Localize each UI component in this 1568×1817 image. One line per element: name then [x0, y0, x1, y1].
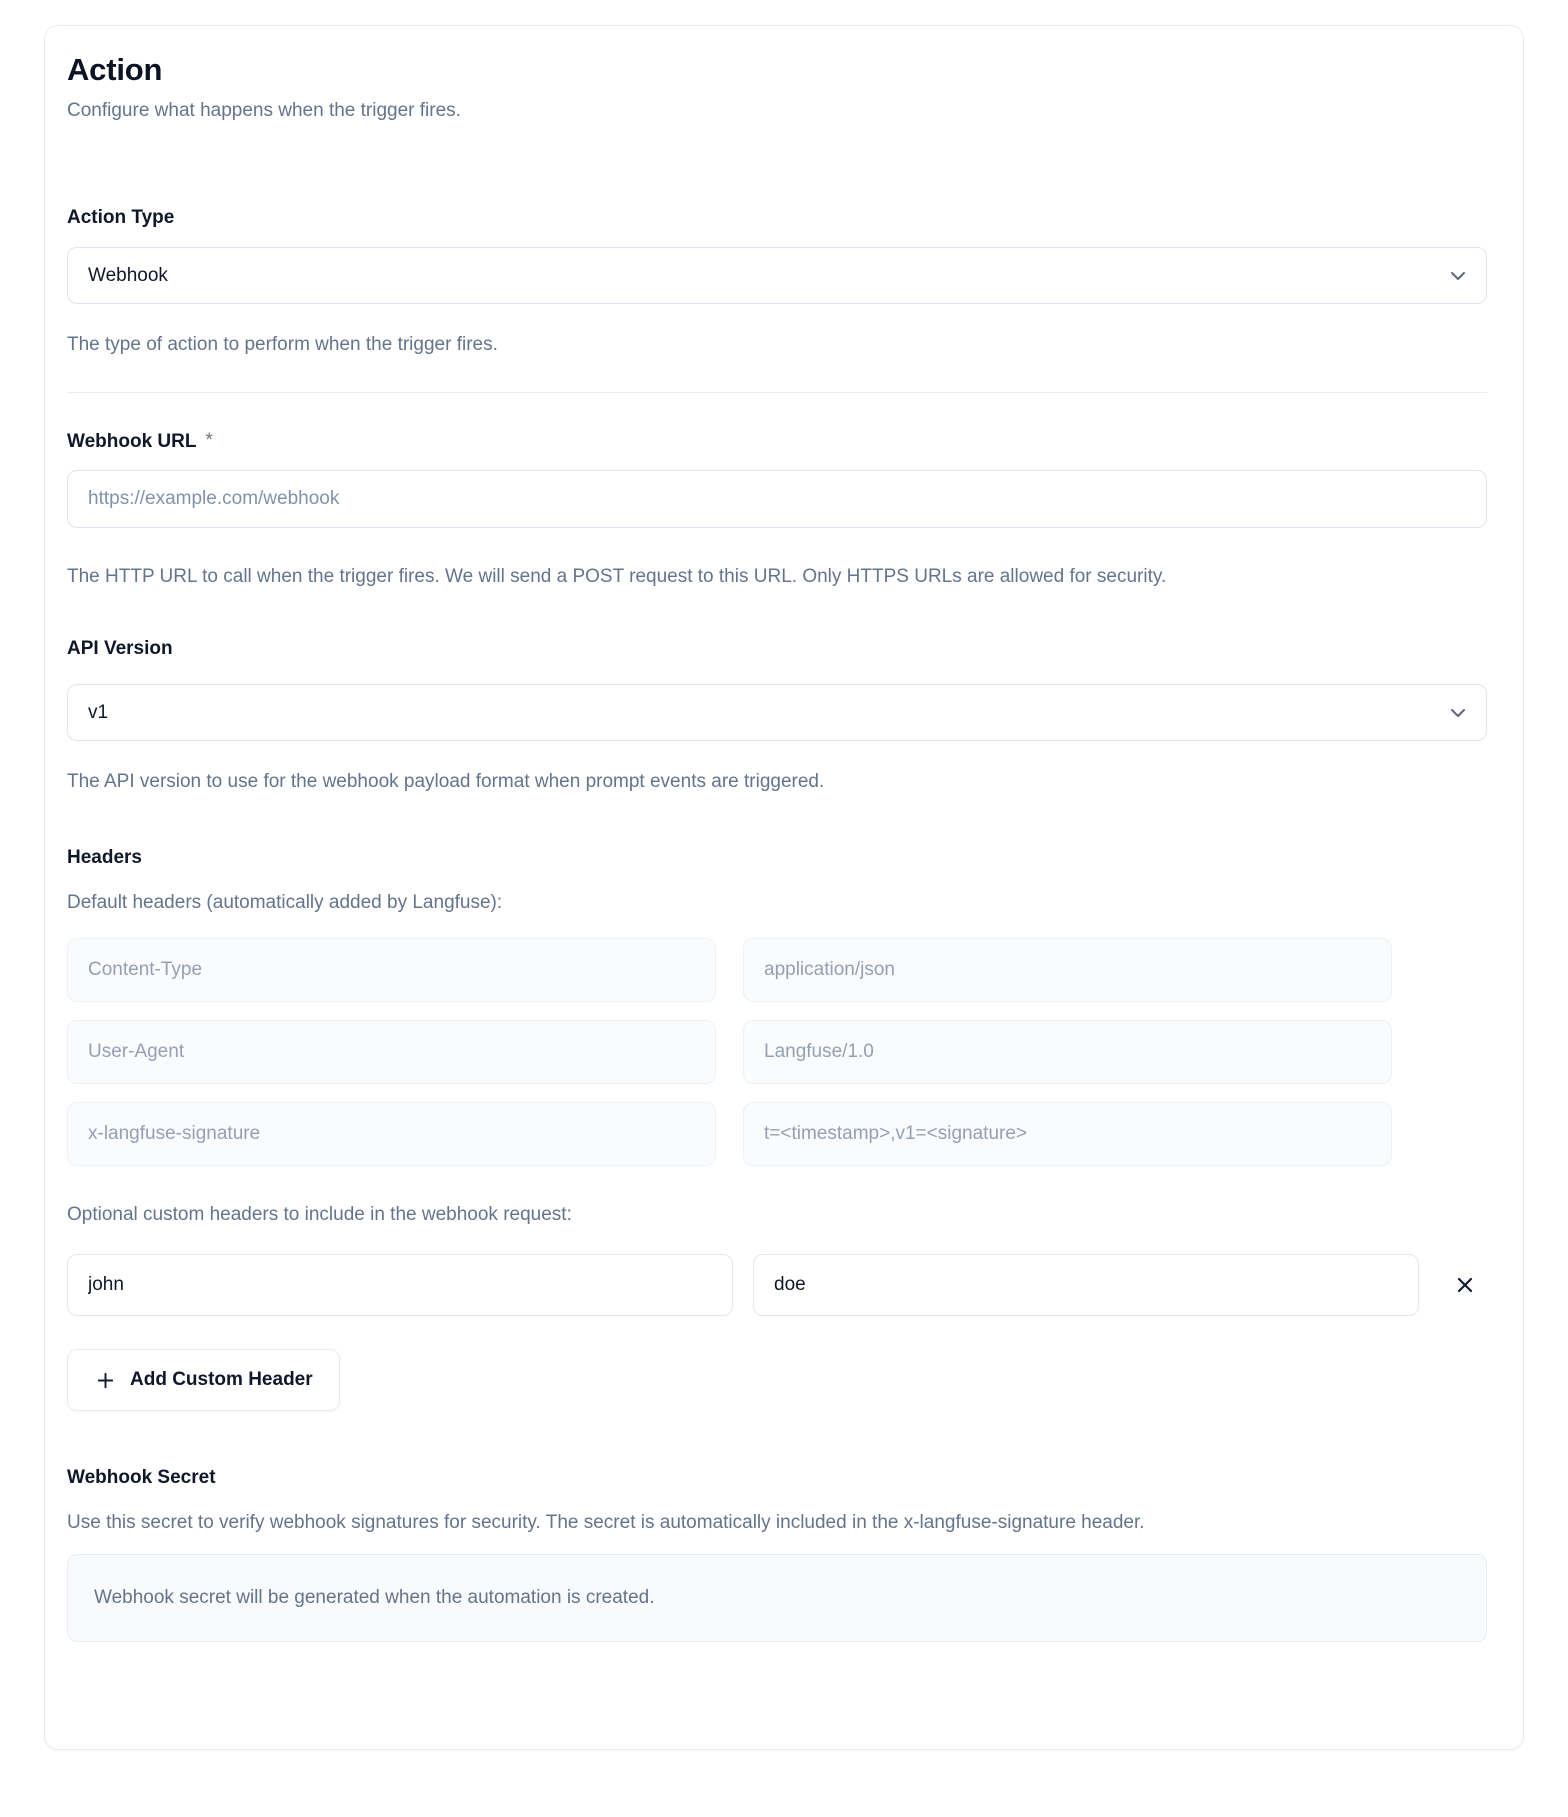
custom-headers-caption: Optional custom headers to include in the webhook request: [67, 1204, 572, 1225]
action-card [44, 25, 1524, 1750]
default-header-value-input [743, 938, 1392, 1002]
action-type-select[interactable] [67, 247, 1487, 304]
page-subtitle: Configure what happens when the trigger fires. [67, 100, 461, 121]
default-header-row [67, 1020, 1392, 1084]
chevron-down-icon [1446, 701, 1470, 725]
x-icon [1454, 1274, 1476, 1296]
api-version-label: API Version [67, 638, 173, 659]
webhook-secret-placeholder-box [67, 1554, 1487, 1642]
webhook-secret-placeholder-text: Webhook secret will be generated when the automation is created. [94, 1587, 655, 1608]
action-type-label: Action Type [67, 207, 175, 228]
webhook-url-help: The HTTP URL to call when the trigger fires. We will send a POST request to this URL. Only HTTPS URLs are allowed for security. [67, 566, 1167, 587]
add-custom-header-label: Add Custom Header [130, 1369, 313, 1390]
default-header-row [67, 1102, 1392, 1166]
action-type-selected-value: Webhook [88, 264, 168, 286]
plus-icon [94, 1369, 117, 1392]
add-custom-header-button[interactable] [67, 1349, 340, 1411]
webhook-url-input[interactable] [67, 470, 1487, 528]
default-header-name-input [67, 1020, 716, 1084]
webhook-secret-label: Webhook Secret [67, 1467, 216, 1488]
api-version-selected-value: v1 [88, 701, 109, 723]
custom-header-name-input[interactable] [67, 1254, 733, 1316]
chevron-down-icon [1446, 264, 1470, 288]
default-headers-caption: Default headers (automatically added by Langfuse): [67, 892, 503, 913]
page-title: Action [67, 52, 163, 87]
custom-header-row [67, 1254, 1487, 1316]
headers-label: Headers [67, 847, 142, 868]
required-asterisk: * [205, 430, 213, 451]
api-version-help: The API version to use for the webhook payload format when prompt events are triggered. [67, 771, 825, 792]
webhook-url-label: Webhook URL [67, 431, 197, 452]
api-version-select[interactable] [67, 684, 1487, 741]
default-header-name-input [67, 1102, 716, 1166]
webhook-secret-description: Use this secret to verify webhook signatures for security. The secret is automatically included in the x-langfuse-signature header. [67, 1512, 1145, 1533]
default-headers-list [67, 938, 1392, 1166]
default-header-value-input [743, 1020, 1392, 1084]
default-header-value-input [743, 1102, 1392, 1166]
default-header-name-input [67, 938, 716, 1002]
default-header-row [67, 938, 1392, 1002]
action-type-help: The type of action to perform when the trigger fires. [67, 334, 498, 355]
custom-header-value-input[interactable] [753, 1254, 1419, 1316]
section-divider [67, 392, 1487, 393]
remove-header-button[interactable] [1443, 1263, 1487, 1307]
